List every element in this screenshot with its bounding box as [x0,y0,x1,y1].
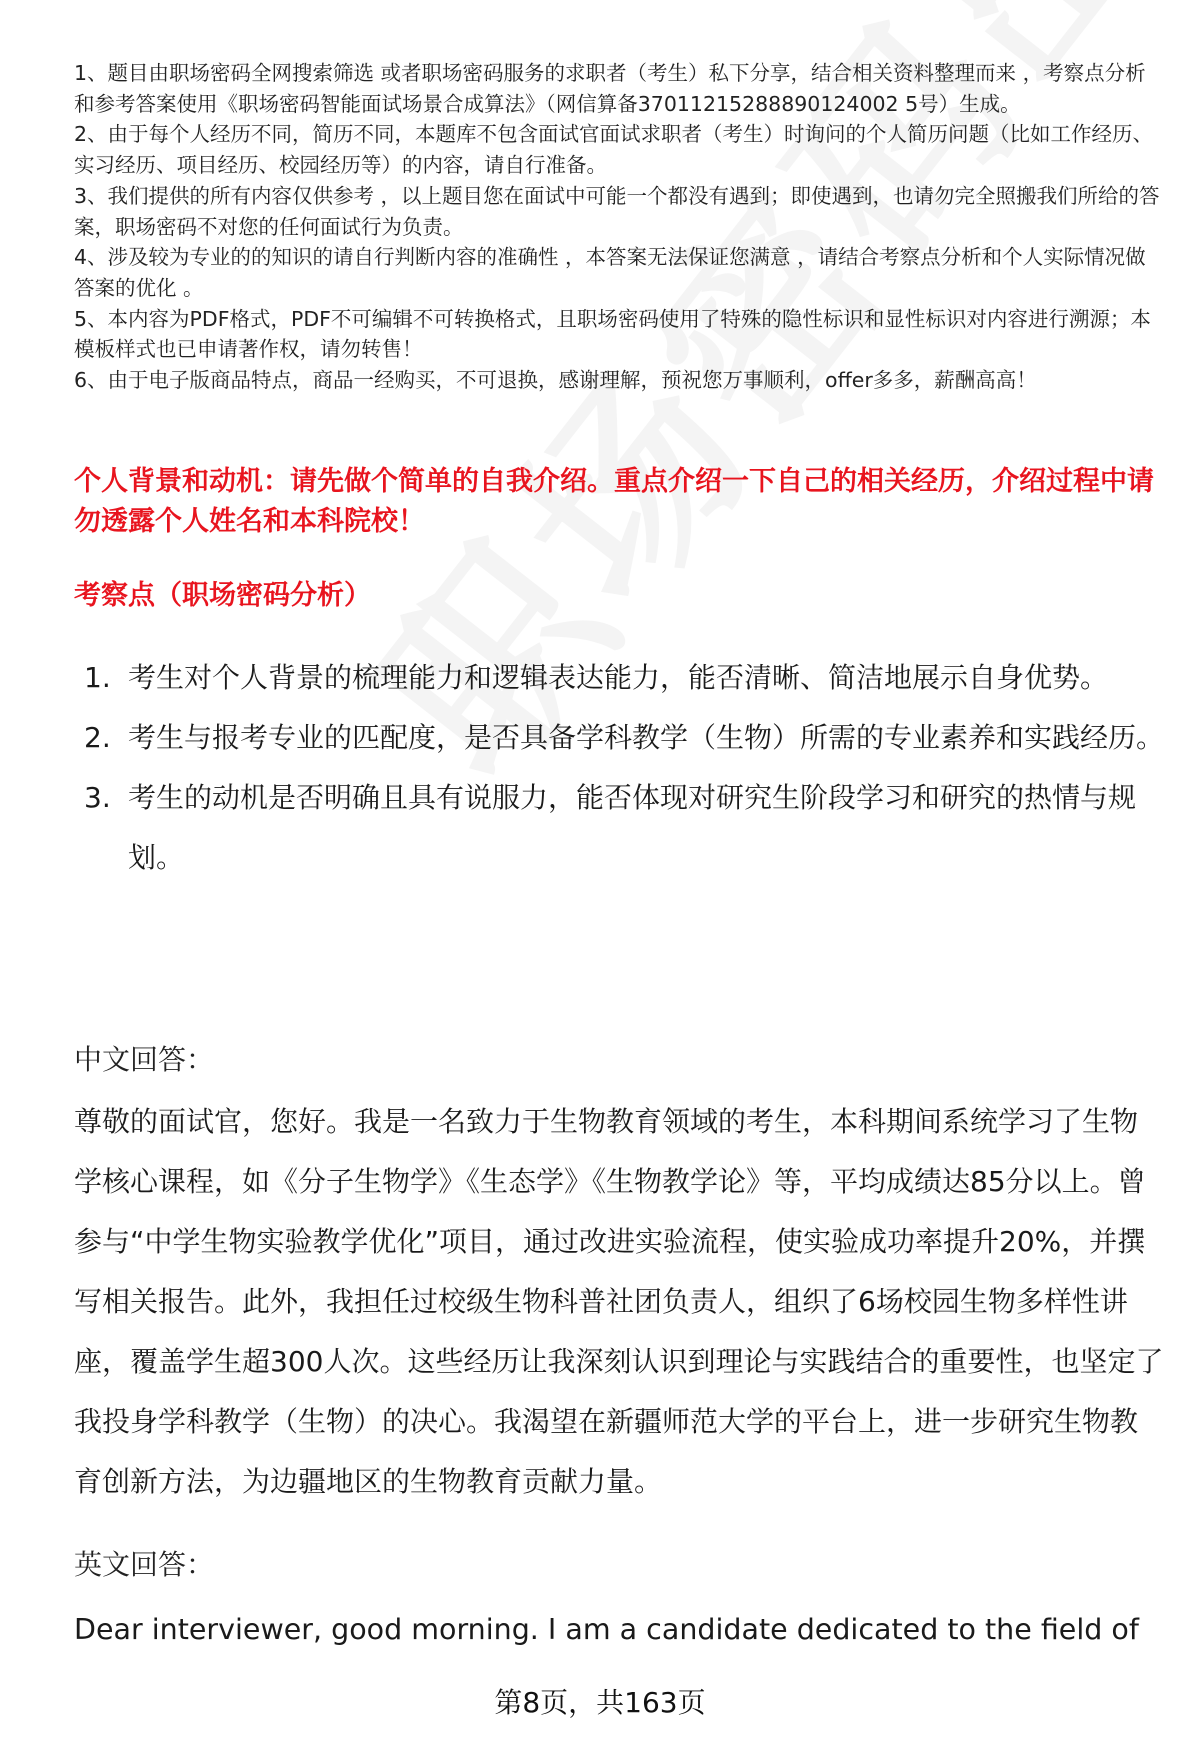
page-number: 第8页，共163页 [494,1686,706,1719]
point-text: 考生对个人背景的梳理能力和逻辑表达能力，能否清晰、简洁地展示自身优势。 [128,661,1109,694]
point-text: 考生的动机是否明确且具有说服力，能否体现对研究生阶段学习和研究的热情与规划。 [128,781,1137,874]
point-text: 考生与报考专业的匹配度，是否具备学科教学（生物）所需的专业素养和实践经历。 [128,721,1165,754]
chinese-answer-label: 中文回答： [74,1043,215,1076]
point-number: 2. [84,721,111,754]
chinese-answer-text: 尊敬的面试官，您好。我是一名致力于生物教育领域的考生，本科期间系统学习了生物学核心课程，如《分子生物学》《生态学》《生物教学论》等，平均成绩达85分以上。曾参与“中学生物实验教学优化”项目，通过改进实验流程，使实验成功率提升20%，并撰写相关报告。此外，我担任过校级生物科普社团负责人，组织了6场校园生物多样性讲座，覆盖学生超300人次。这些经历让我深刻认识到理论与实践结合的重要性，也坚定了我投身学科教学（生物）的决心。我渴望在新疆师范大学的平台上，进一步研究生物教育创新方法，为边疆地区的生物教育贡献力量。 [74,1105,1164,1498]
notice-item: 5、本内容为PDF格式，PDF不可编辑不可转换格式，且职场密码使用了特殊的隐性标识和显性标识对内容进行溯源；本模板样式也已申请著作权，请勿转售！ [74,306,1151,362]
notice-item: 1、题目由职场密码全网搜索筛选 或者职场密码服务的求职者（考生）私下分享，结合相关资料整理而来 ，考察点分析和参考答案使用《职场密码智能面试场景合成算法》（网信算备37011215288890124002 5号）生成。 [74,61,1146,116]
notice-item: 6、由于电子版商品特点，商品一经购买，不可退换，感谢理解，预祝您万事顺利，offer多多，薪酬高高！ [74,368,1037,393]
question-heading: 个人背景和动机：请先做个简单的自我介绍。重点介绍一下自己的相关经历，介绍过程中请勿透露个人姓名和本科院校！ [74,466,1154,537]
analysis-point [84,708,1164,768]
notice-item: 3、我们提供的所有内容仅供参考 ，以上题目您在面试中可能一个都没有遇到；即使遇到，也请勿完全照搬我们所给的答案，职场密码不对您的任何面试行为负责。 [74,183,1160,239]
analysis-point [84,768,1164,888]
analysis-heading: 考察点（职场密码分析） [74,580,371,611]
analysis-points [84,648,1164,888]
english-answer-label: 英文回答： [74,1548,215,1581]
analysis-point [84,648,1164,708]
point-number: 1. [84,661,111,694]
notice-item: 2、由于每个人经历不同，简历不同，本题库不包含面试官面试求职者（考生）时询问的个人简历问题（比如工作经历、实习经历、项目经历、校园经历等）的内容，请自行准备。 [74,122,1154,178]
english-answer-text: Dear interviewer, good morning. I am a candidate dedicated to the field of [74,1613,1139,1646]
notice-item: 4、涉及较为专业的的知识的请自行判断内容的准确性 ，本答案无法保证您满意 ，请结合考察点分析和个人实际情况做答案的优化 。 [74,245,1146,300]
point-number: 3. [84,781,111,814]
notice-list [74,58,1164,396]
